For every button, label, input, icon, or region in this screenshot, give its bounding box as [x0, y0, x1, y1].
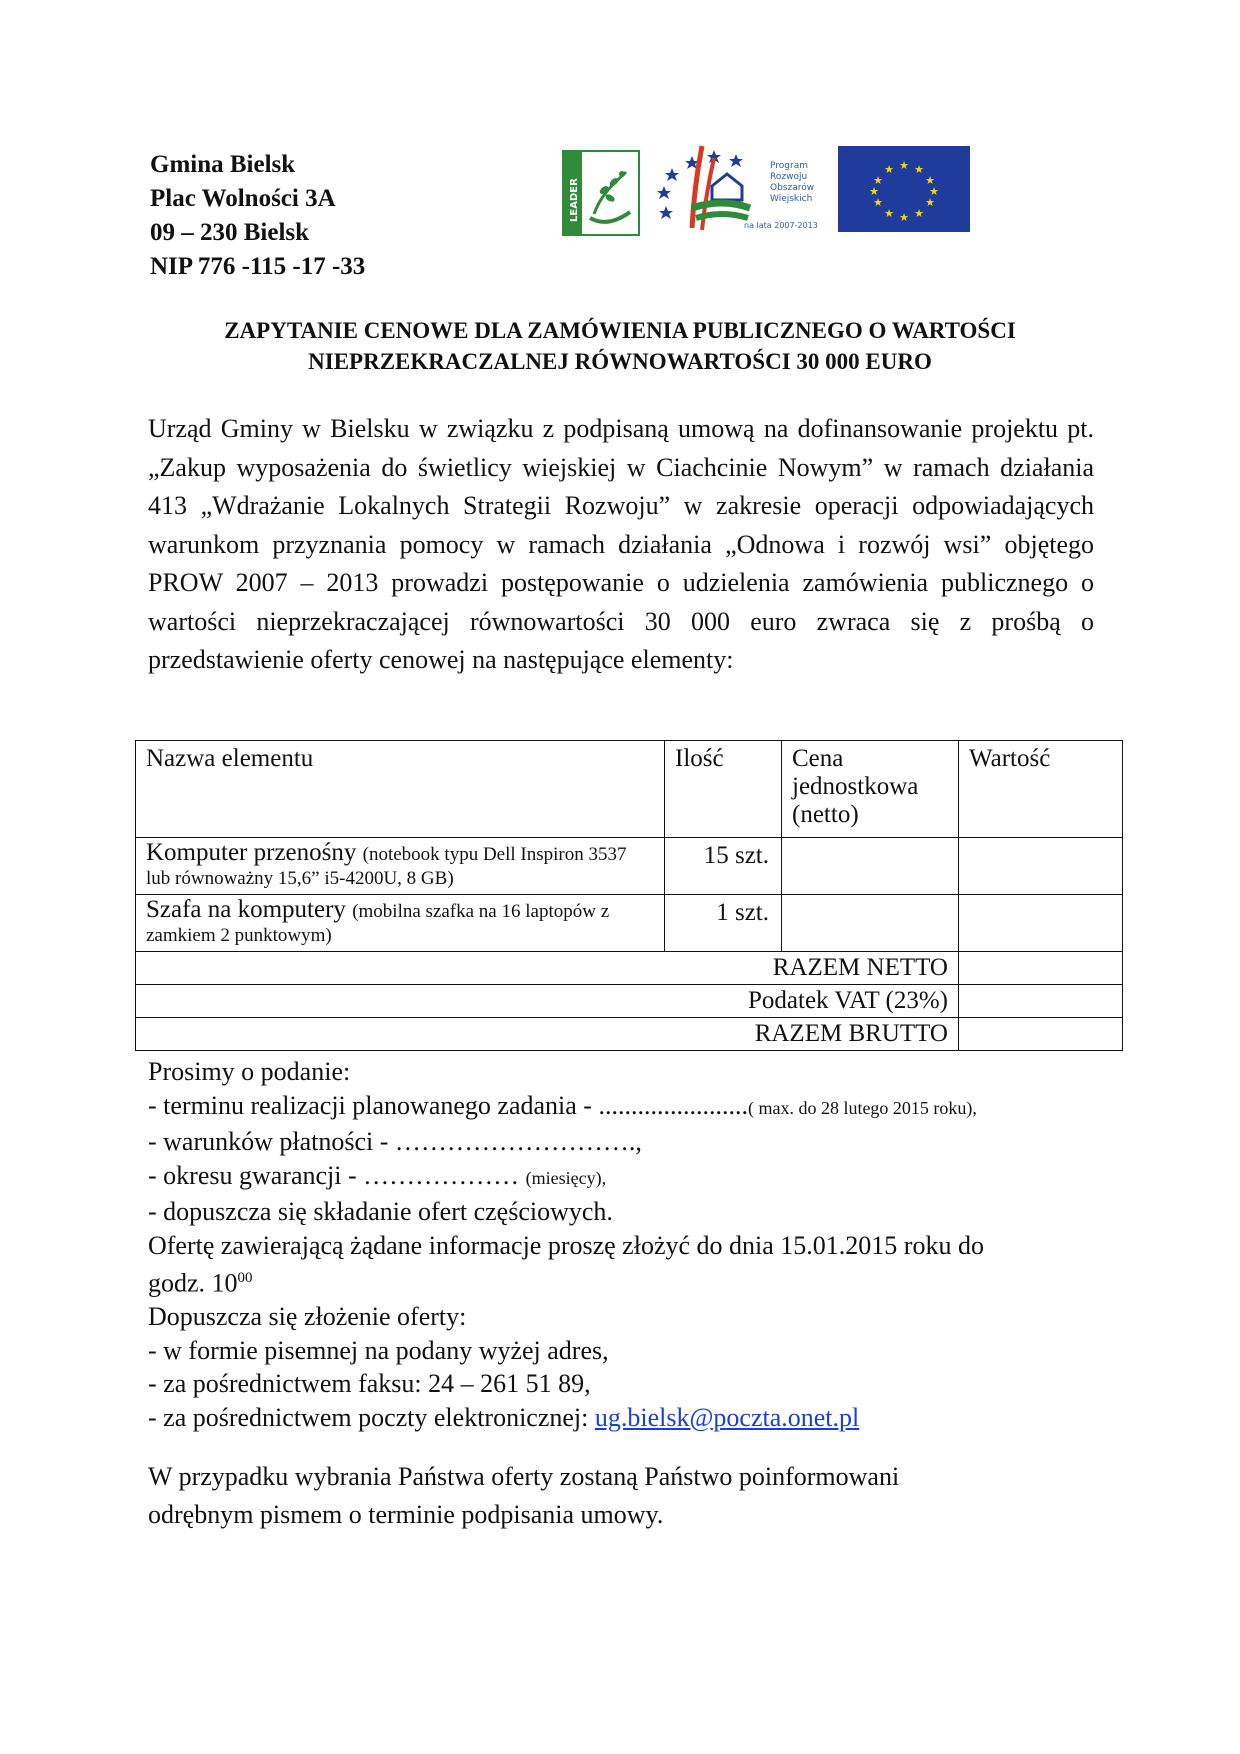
- submission-email-label: - za pośrednictwem poczty elektronicznej:: [148, 1402, 595, 1432]
- request-item-note: ( max. do 28 lutego 2015 roku),: [747, 1097, 977, 1118]
- table-row: [136, 838, 1123, 895]
- deadline-time: godz. 10: [148, 1268, 238, 1298]
- svg-text:★: ★: [925, 196, 935, 209]
- submission-item: - za pośrednictwem faksu: 24 – 261 51 89,: [148, 1369, 591, 1399]
- title-line-1: ZAPYTANIE CENOWE DLA ZAMÓWIENIA PUBLICZNEGO O WARTOŚCI: [224, 318, 1016, 343]
- header-name: Nazwa elementu: [136, 741, 665, 838]
- svg-text:★: ★: [873, 174, 883, 187]
- item-cell: [136, 838, 665, 895]
- intro-paragraph: Urząd Gminy w Bielsku w związku z podpisaną umową na dofinansowanie projektu pt. „Zakup wyposażenia do świetlicy wiejskiej w Ciachcinie Nowym” w ramach działania 413 „Wdrażanie Lokalnych Strategii Rozwoju” w zakresie operacji odpowiadających warunkom przyznania pomocy w ramach działania „Odnowa i rozwój wsi” objętego PROW 2007 – 2013 prowadzi postępowanie o udzielenia zamówienia publicznego o wartości nieprzekraczającej równowartości 30 000 euro zwraca się z prośbą o przedstawienie oferty cenowej na następujące elementy:: [148, 414, 1094, 674]
- svg-text:★: ★: [925, 174, 935, 187]
- item-unit-price-cell[interactable]: [782, 895, 959, 952]
- closing-line-1: W przypadku wybrania Państwa oferty zostaną Państwo poinformowani: [148, 1462, 900, 1491]
- address-line-city: 09 – 230 Bielsk: [150, 219, 310, 246]
- eu-flag-icon: [838, 146, 970, 232]
- email-link[interactable]: ug.bielsk@poczta.onet.pl: [594, 1402, 860, 1432]
- closing-paragraph: [148, 1458, 1108, 1534]
- prow-line-1: Program: [770, 161, 808, 171]
- prow-years: na lata 2007-2013: [744, 221, 818, 230]
- item-value-cell[interactable]: [959, 838, 1123, 895]
- header-qty: Ilość: [665, 741, 782, 838]
- svg-text:★: ★: [899, 159, 909, 172]
- item-qty: 15 szt.: [665, 838, 782, 895]
- address-line-name: Gmina Bielsk: [150, 151, 296, 178]
- header-unit-price: Cena jednostkowa (netto): [782, 741, 959, 838]
- table-header-row: [136, 741, 1123, 838]
- svg-text:★: ★: [884, 163, 894, 176]
- summary-gross-label: RAZEM BRUTTO: [136, 1018, 959, 1051]
- svg-text:★: ★: [929, 185, 939, 198]
- item-unit-price-cell[interactable]: [782, 838, 959, 895]
- submission-item: - w formie pisemnej na podany wyżej adres,: [148, 1335, 609, 1365]
- svg-text:★: ★: [873, 196, 883, 209]
- summary-row: [136, 985, 1123, 1018]
- items-table: [135, 740, 1123, 1051]
- summary-vat-label: Podatek VAT (23%): [136, 985, 959, 1018]
- header-value: Wartość: [959, 741, 1123, 838]
- summary-gross-value[interactable]: [959, 1018, 1123, 1051]
- svg-text:★: ★: [914, 163, 924, 176]
- item-name: Szafa na komputery: [146, 896, 346, 923]
- deadline-time-sup: 00: [237, 1270, 253, 1286]
- table-row: [136, 895, 1123, 952]
- item-qty: 1 szt.: [665, 895, 782, 952]
- summary-row: [136, 1018, 1123, 1051]
- instructions: [148, 1055, 1108, 1434]
- prow-line-2: Rozwoju: [770, 172, 808, 182]
- summary-net-value[interactable]: [959, 952, 1123, 985]
- item-name: Komputer przenośny: [146, 839, 357, 866]
- request-item-text: - terminu realizacji planowanego zadania - .......................: [148, 1090, 748, 1120]
- request-item-note: (miesięcy),: [525, 1167, 607, 1188]
- prow-logo: [652, 138, 830, 238]
- request-item-text: - okresu gwarancji - ………………: [148, 1160, 520, 1190]
- deadline-line-2: [148, 1262, 1108, 1300]
- svg-text:★: ★: [869, 185, 879, 198]
- deadline-line-1: Ofertę zawierającą żądane informacje proszę złożyć do dnia 15.01.2015 roku do: [148, 1230, 984, 1260]
- request-item: - warunków płatności - ……………………….,: [148, 1127, 642, 1156]
- leader-text: LEADER: [569, 178, 580, 222]
- item-detail: (mobilna szafka na 16 laptopów z zamkiem 2 punktowym): [146, 901, 610, 946]
- title-line-2: NIEPRZEKRACZALNEJ RÓWNOWARTOŚCI 30 000 EURO: [308, 349, 932, 374]
- summary-row: [136, 952, 1123, 985]
- prow-line-4: Wiejskich: [770, 194, 813, 204]
- submission-heading: Dopuszcza się złożenie oferty:: [148, 1302, 467, 1332]
- address-line-nip: NIP 776 -115 -17 -33: [150, 253, 366, 280]
- sender-address: [150, 148, 365, 284]
- svg-text:★: ★: [884, 207, 894, 220]
- item-detail: (notebook typu Dell Inspiron 3537 lub równoważny 15,6” i5-4200U, 8 GB): [146, 844, 627, 889]
- leader-logo: [562, 150, 640, 236]
- summary-vat-value[interactable]: [959, 985, 1123, 1018]
- prow-emblem-icon: [652, 138, 830, 238]
- summary-net-label: RAZEM NETTO: [136, 952, 959, 985]
- request-item: [148, 1159, 1108, 1196]
- prow-line-3: Obszarów: [770, 183, 815, 193]
- request-item: [148, 1089, 1108, 1126]
- item-value-cell[interactable]: [959, 895, 1123, 952]
- svg-text:★: ★: [899, 211, 909, 224]
- leader-icon: [564, 152, 638, 234]
- item-cell: [136, 895, 665, 952]
- address-line-street: Plac Wolności 3A: [150, 185, 336, 212]
- submission-item: [148, 1401, 1108, 1435]
- document-title: [130, 315, 1110, 377]
- requests-heading: Prosimy o podanie:: [148, 1057, 351, 1086]
- request-item: - dopuszcza się składanie ofert częściowych.: [148, 1197, 613, 1226]
- closing-line-2: odrębnym pismem o terminie podpisania umowy.: [148, 1500, 664, 1529]
- svg-text:★: ★: [914, 207, 924, 220]
